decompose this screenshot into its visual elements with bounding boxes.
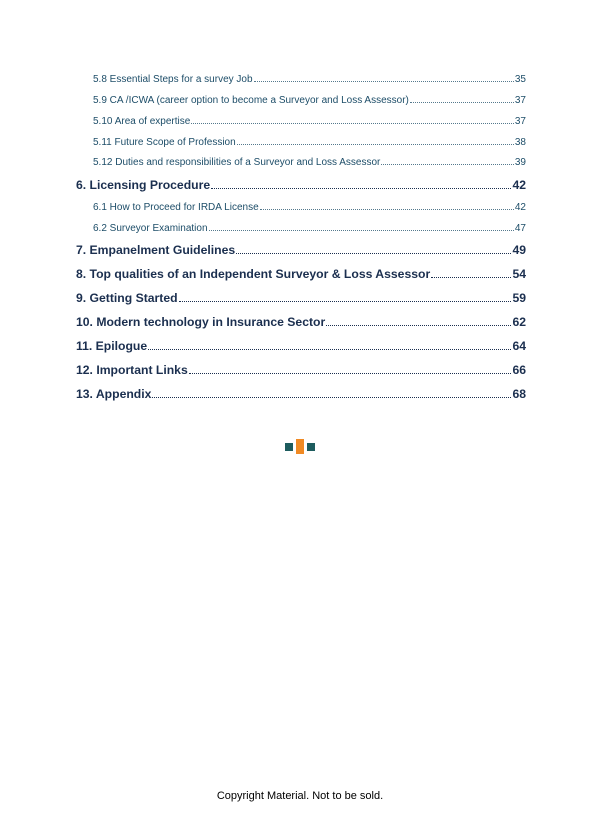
toc-entry-page: 37 <box>514 95 526 106</box>
toc-entry-title: 5.12 Duties and responsibilities of a Surveyor and Loss Assessor <box>93 157 381 168</box>
toc-entry-title: 6.2 Surveyor Examination <box>93 223 208 234</box>
toc-chapter-title: 10. Modern technology in Insurance Sector <box>76 315 326 329</box>
toc-chapter-10[interactable] <box>76 315 526 329</box>
dot-leader <box>191 123 514 124</box>
toc-chapter-12[interactable] <box>76 363 526 377</box>
toc-chapter-title: 9. Getting Started <box>76 291 178 305</box>
dot-leader <box>326 325 511 326</box>
toc-entry-5-10[interactable] <box>93 116 526 127</box>
toc-chapter-page: 59 <box>512 291 526 305</box>
toc-entry-page: 35 <box>514 74 526 85</box>
toc-entry-5-12[interactable] <box>93 157 526 168</box>
toc-entry-page: 38 <box>514 137 526 148</box>
toc-chapter-6[interactable] <box>76 178 526 192</box>
toc-entry-6-1[interactable] <box>93 202 526 213</box>
toc-chapter-page: 64 <box>512 339 526 353</box>
toc-entry-title: 5.9 CA /ICWA (career option to become a Surveyor and Loss Assessor) <box>93 95 409 106</box>
toc-chapter-page: 68 <box>512 387 526 401</box>
publisher-logo-icon <box>285 439 317 455</box>
toc-chapter-title: 7. Empanelment Guidelines <box>76 243 236 257</box>
toc-chapter-title: 12. Important Links <box>76 363 188 377</box>
dot-leader <box>236 253 511 254</box>
toc-entry-page: 39 <box>514 157 526 168</box>
toc-chapter-13[interactable] <box>76 387 526 401</box>
dot-leader <box>381 164 513 165</box>
toc-chapter-8[interactable] <box>76 267 526 281</box>
toc-entry-title: 5.10 Area of expertise <box>93 116 191 127</box>
dot-leader <box>189 373 512 374</box>
copyright-footer: Copyright Material. Not to be sold. <box>216 790 384 802</box>
logo-block-right <box>307 443 315 451</box>
logo-block-left <box>285 443 293 451</box>
dot-leader <box>254 81 514 82</box>
toc-chapter-7[interactable] <box>76 243 526 257</box>
toc-entry-page: 47 <box>514 223 526 234</box>
toc-entry-page: 42 <box>514 202 526 213</box>
toc-chapter-11[interactable] <box>76 339 526 353</box>
logo-block-center <box>296 439 304 454</box>
dot-leader <box>209 230 514 231</box>
toc-entry-page: 37 <box>514 116 526 127</box>
toc-entry-5-11[interactable] <box>93 137 526 148</box>
dot-leader <box>179 301 512 302</box>
dot-leader <box>260 209 514 210</box>
dot-leader <box>237 144 514 145</box>
toc-chapter-title: 8. Top qualities of an Independent Surveyor & Loss Assessor <box>76 267 431 281</box>
toc-entry-title: 6.1 How to Proceed for IRDA License <box>93 202 259 213</box>
toc-entry-5-8[interactable] <box>93 74 526 85</box>
toc-chapter-title: 6. Licensing Procedure <box>76 178 211 192</box>
toc-chapter-page: 49 <box>512 243 526 257</box>
dot-leader <box>152 397 511 398</box>
toc-entry-title: 5.8 Essential Steps for a survey Job <box>93 74 253 85</box>
dot-leader <box>431 277 511 278</box>
toc-chapter-page: 54 <box>512 267 526 281</box>
dot-leader <box>148 349 511 350</box>
toc-chapter-title: 11. Epilogue <box>76 339 148 353</box>
toc-chapter-page: 42 <box>512 178 526 192</box>
dot-leader <box>410 102 514 103</box>
toc-chapter-9[interactable] <box>76 291 526 305</box>
toc-chapter-page: 62 <box>512 315 526 329</box>
toc-entry-6-2[interactable] <box>93 223 526 234</box>
toc-entry-title: 5.11 Future Scope of Profession <box>93 137 236 148</box>
dot-leader <box>211 188 511 189</box>
toc-entry-5-9[interactable] <box>93 95 526 106</box>
toc-chapter-title: 13. Appendix <box>76 387 152 401</box>
toc-chapter-page: 66 <box>512 363 526 377</box>
